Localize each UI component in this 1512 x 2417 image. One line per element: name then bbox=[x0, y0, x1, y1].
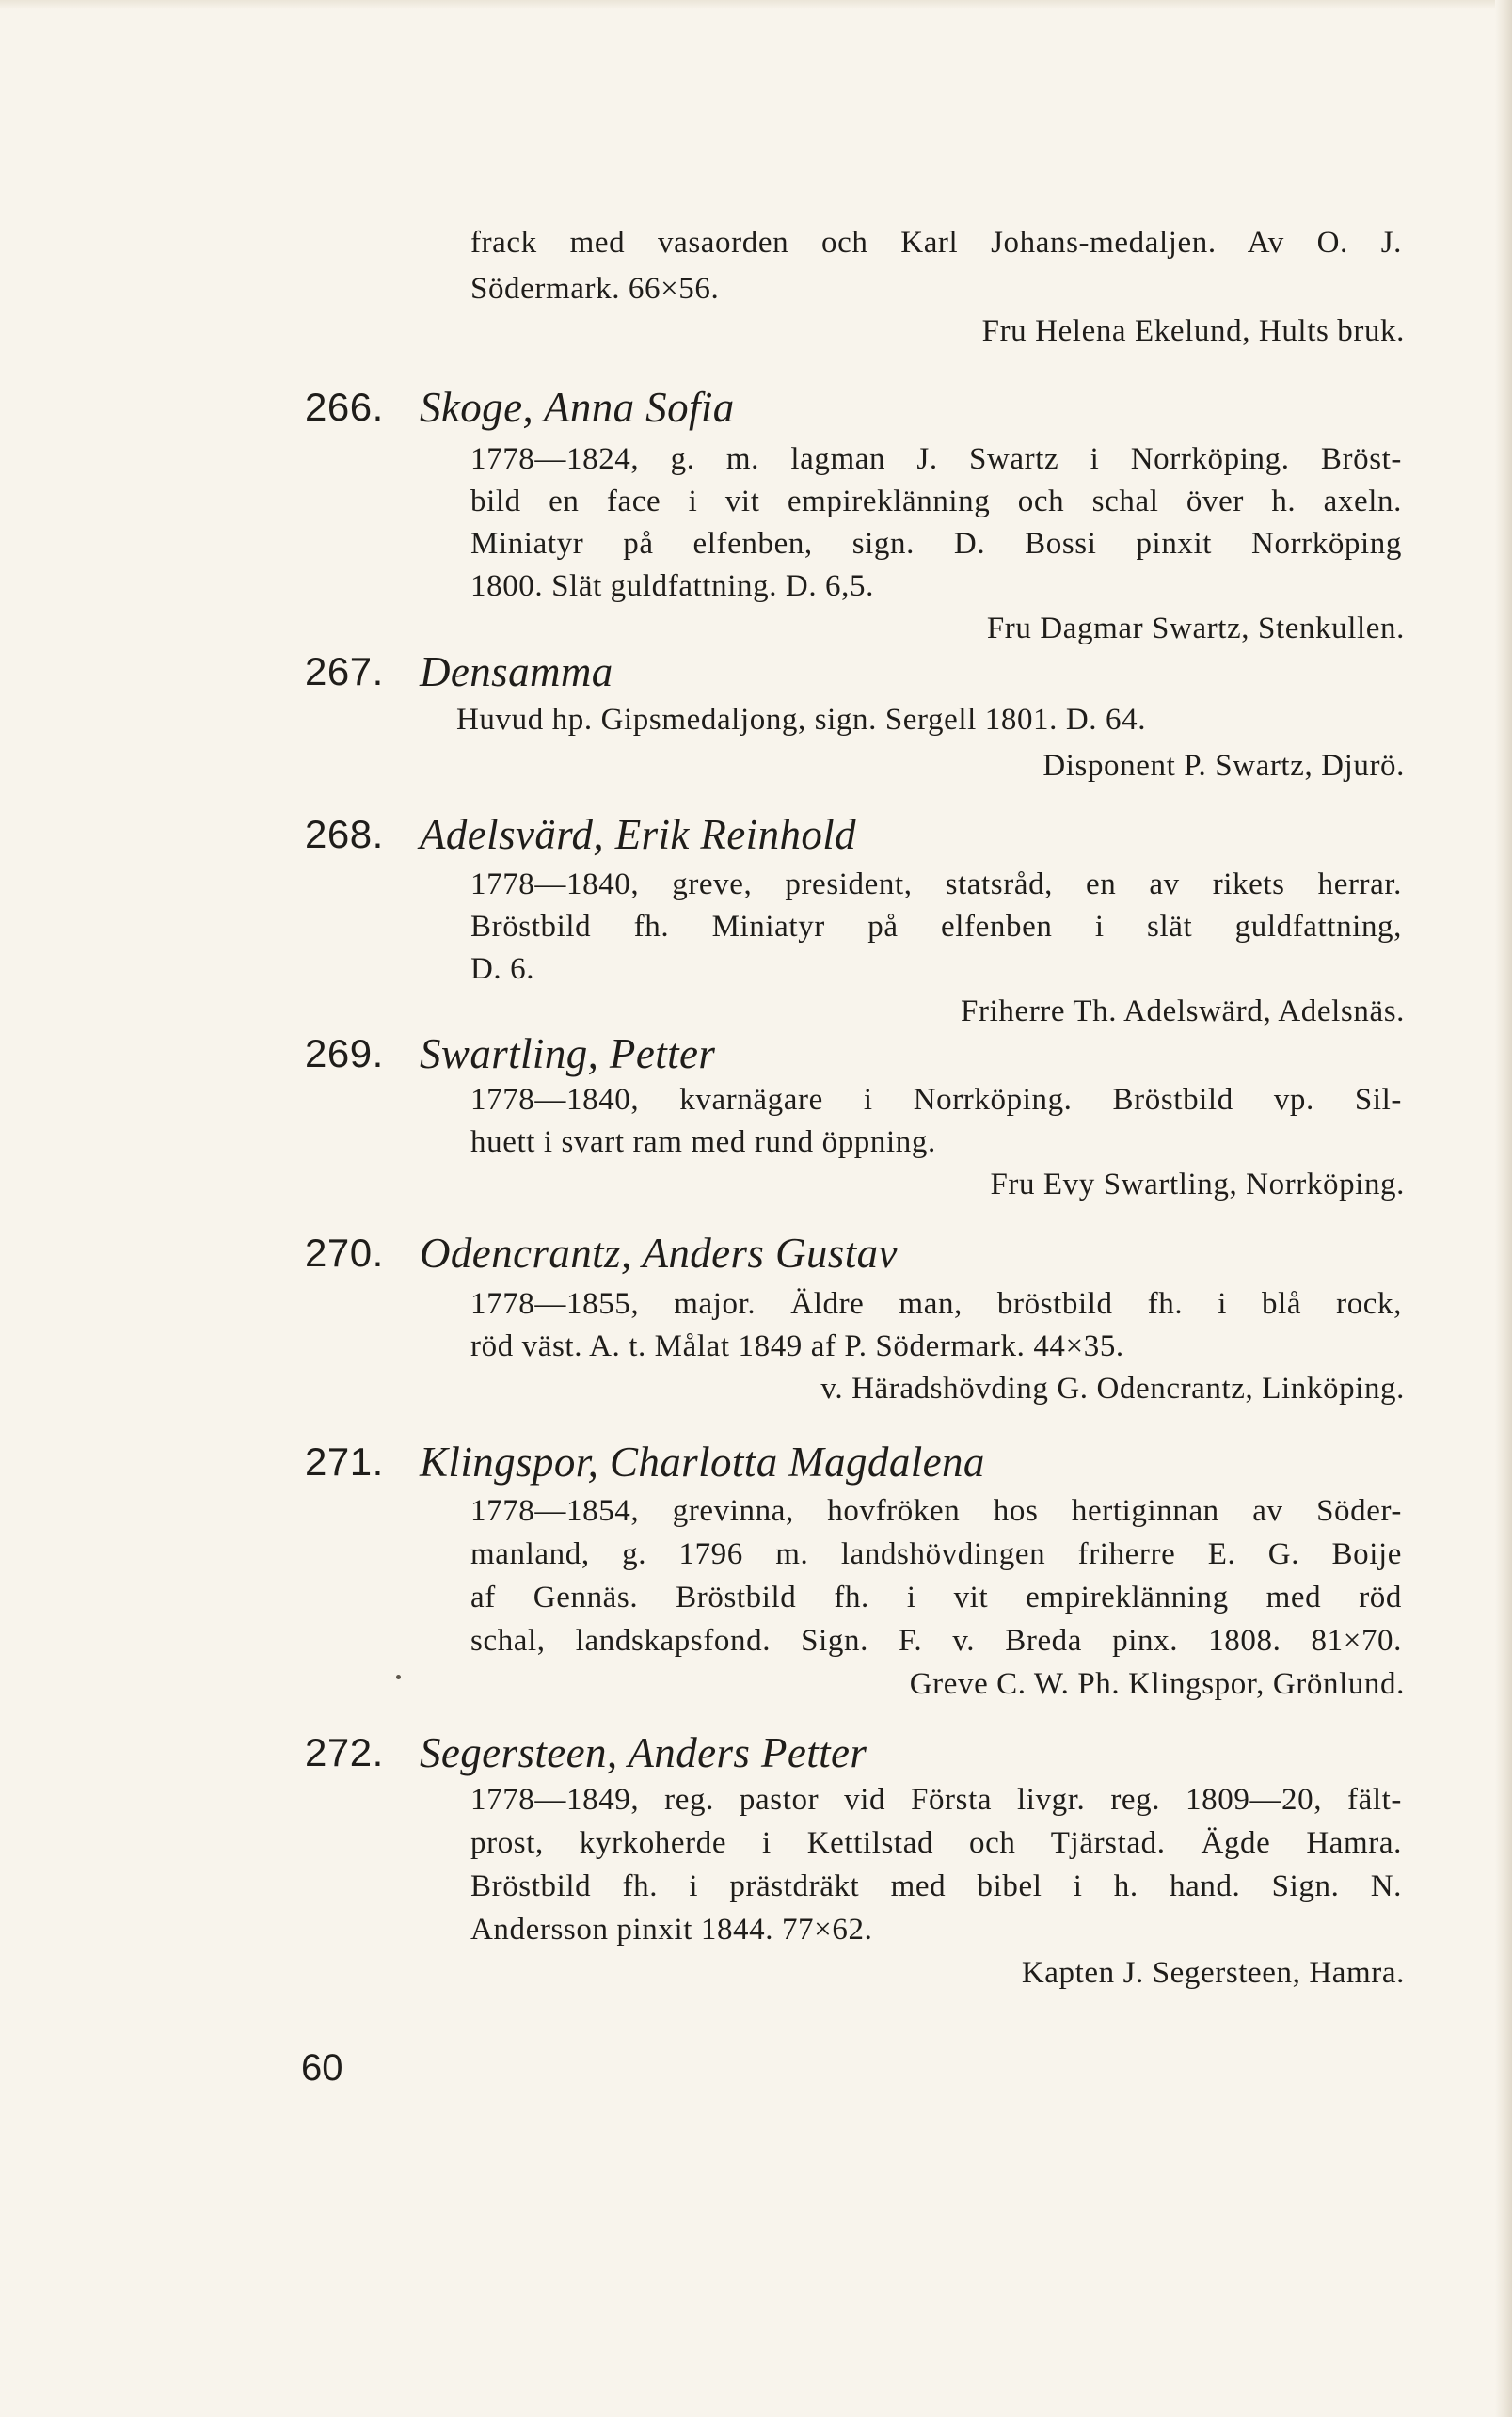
entry-270-owner: v. Häradshövding G. Odencrantz, Linköping. bbox=[820, 1372, 1405, 1406]
entry-268-line-2: Bröstbild fh. Miniatyr på elfenben i slät guldfattning, bbox=[470, 910, 1402, 944]
entry-270-name: Odencrantz, Anders Gustav bbox=[420, 1230, 898, 1277]
entry-268-owner: Friherre Th. Adelswärd, Adelsnäs. bbox=[961, 994, 1405, 1028]
entry-272-number: 272. bbox=[305, 1730, 384, 1774]
entry-269-owner: Fru Evy Swartling, Norrköping. bbox=[990, 1168, 1405, 1201]
page-top-edge bbox=[0, 0, 1512, 9]
entry-270-line-1: 1778—1855, major. Äldre man, bröstbild fh. i blå rock, bbox=[470, 1287, 1402, 1321]
entry-272-line-3: Bröstbild fh. i prästdräkt med bibel i h. hand. Sign. N. bbox=[470, 1869, 1402, 1903]
entry-271-line-2: manland, g. 1796 m. landshövdingen friherre E. G. Boije bbox=[470, 1537, 1402, 1571]
entry-271-owner: Greve C. W. Ph. Klingspor, Grönlund. bbox=[909, 1667, 1405, 1701]
entry-270-number: 270. bbox=[305, 1231, 384, 1275]
entry-268-line-3: D. 6. bbox=[470, 952, 535, 986]
entry-269-name: Swartling, Petter bbox=[420, 1030, 716, 1077]
entry-266-line-1: 1778—1824, g. m. lagman J. Swartz i Norrköping. Bröst- bbox=[470, 442, 1402, 476]
entry-271-number: 271. bbox=[305, 1439, 384, 1484]
entry-272-line-4: Andersson pinxit 1844. 77×62. bbox=[470, 1913, 873, 1947]
entry-272-line-1: 1778—1849, reg. pastor vid Första livgr. reg. 1809—20, fält- bbox=[470, 1783, 1402, 1817]
print-speck bbox=[396, 1675, 401, 1679]
entry-267-owner: Disponent P. Swartz, Djurö. bbox=[1042, 749, 1405, 783]
entry-266-line-4: 1800. Slät guldfattning. D. 6,5. bbox=[470, 569, 874, 603]
entry-266-line-3: Miniatyr på elfenben, sign. D. Bossi pinxit Norrköping bbox=[470, 527, 1402, 561]
entry-267-name: Densamma bbox=[420, 648, 613, 695]
entry-268-name: Adelsvärd, Erik Reinhold bbox=[420, 811, 857, 858]
entry-269-line-1: 1778—1840, kvarnägare i Norrköping. Bröstbild vp. Sil- bbox=[470, 1083, 1402, 1117]
entry-266-number: 266. bbox=[305, 385, 384, 429]
entry-272-line-2: prost, kyrkoherde i Kettilstad och Tjärstad. Ägde Hamra. bbox=[470, 1826, 1402, 1860]
entry-266-name: Skoge, Anna Sofia bbox=[420, 384, 735, 431]
entry-266-owner: Fru Dagmar Swartz, Stenkullen. bbox=[986, 612, 1405, 645]
entry-267-line-1: Huvud hp. Gipsmedaljong, sign. Sergell 1801. D. 64. bbox=[456, 703, 1147, 737]
entry-269-line-2: huett i svart ram med rund öppning. bbox=[470, 1125, 936, 1159]
entry-267-number: 267. bbox=[305, 649, 384, 693]
entry-272-owner: Kapten J. Segersteen, Hamra. bbox=[1021, 1956, 1405, 1990]
page-number: 60 bbox=[301, 2047, 343, 2089]
entry-270-line-2: röd väst. A. t. Målat 1849 af P. Södermark. 44×35. bbox=[470, 1329, 1124, 1363]
entry-271-line-3: af Gennäs. Bröstbild fh. i vit empireklänning med röd bbox=[470, 1581, 1402, 1614]
entry-271-line-1: 1778—1854, grevinna, hovfröken hos hertiginnan av Söder- bbox=[470, 1494, 1402, 1528]
intro-line-1: frack med vasaorden och Karl Johans-medaljen. Av O. J. bbox=[470, 226, 1402, 260]
entry-271-name: Klingspor, Charlotta Magdalena bbox=[420, 1439, 985, 1486]
entry-266-line-2: bild en face i vit empireklänning och schal över h. axeln. bbox=[470, 485, 1402, 518]
page-right-edge bbox=[1495, 0, 1512, 2417]
entry-269-number: 269. bbox=[305, 1031, 384, 1075]
intro-line-2: Södermark. 66×56. bbox=[470, 272, 720, 306]
intro-owner: Fru Helena Ekelund, Hults bruk. bbox=[981, 314, 1405, 348]
entry-268-number: 268. bbox=[305, 812, 384, 856]
entry-271-line-4: schal, landskapsfond. Sign. F. v. Breda pinx. 1808. 81×70. bbox=[470, 1624, 1402, 1658]
entry-268-line-1: 1778—1840, greve, president, statsråd, en av rikets herrar. bbox=[470, 867, 1402, 901]
entry-272-name: Segersteen, Anders Petter bbox=[420, 1729, 867, 1776]
